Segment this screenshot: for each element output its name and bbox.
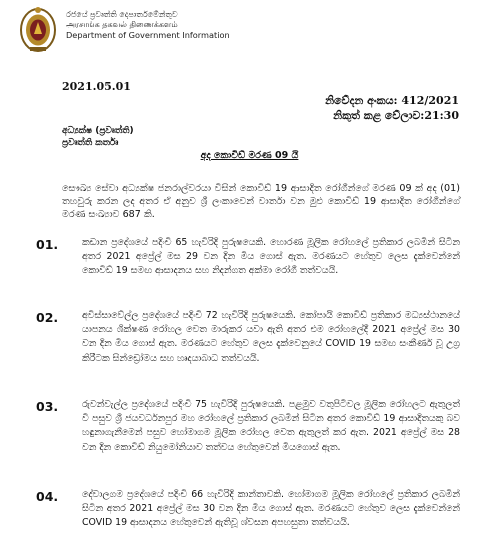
release-date: 2021.05.01 bbox=[62, 80, 131, 93]
dept-name-english: Department of Government Information bbox=[66, 30, 230, 40]
addressee bbox=[62, 125, 134, 149]
case-description: කඩාන ප්‍රදේශයේ පදිංචි 65 හැවිරිදි පුරුෂයෙකි. හොරණ මූලික රෝහලේ ප්‍රතිකාර ලබමින් සිටින අතර 2021 අප්‍රේල් මස 29 වන දින මිය ගොස් ඇත. මරණයට හේතුව ලෙස දැක්වෙන්නේ කොවිඩ් 19 සමඟ ආසාදනය සහ නිදන්ගත අක්මා රෝගී තත්වයයි. bbox=[82, 237, 460, 277]
release-meta bbox=[325, 93, 459, 123]
release-number: නිවේදන අංකය: 412/2021 bbox=[325, 94, 459, 107]
case-number: 04. bbox=[36, 489, 59, 504]
release-time: නිකුත් කළ වේලාව:21:30 bbox=[333, 109, 459, 122]
addressee-line-1: අධ්‍යක්ෂ (ප්‍රවෘත්ති) bbox=[62, 126, 134, 136]
case-number: 03. bbox=[36, 399, 59, 414]
dept-name-tamil: அரசாங்க தகவல் திணைக்களம் bbox=[66, 20, 178, 29]
letterhead bbox=[18, 4, 230, 54]
dept-name-sinhala: රජයේ ප්‍රවෘත්ති දෙපාර්තමේන්තුව bbox=[66, 10, 178, 19]
case-description: රුවන්වැල්ල ප්‍රදේශයේ පදිංචි 75 හැවිරිදි පුරුෂයෙකි. පළමුව වතුපිටිවල මූලික රෝහලට ඇතුලත් වී පසුව ශ්‍රී ජයවර්ධනපුර මහ රෝහලේ ප්‍රතිකාර ලබමින් සිටින අතර කොවිඩ් 19 ආසාදිතයකු බව හඳුනාගැනීමෙන් පසුව හෝමාගම මූලික රෝහල වෙත ඇතුලත් කර ඇත. 2021 අප්‍රේල් මස 28 වන දින කොවිඩ් නියුමෝනියාව තත්වය හේතුවෙන් මියගොස් ඇත. bbox=[82, 399, 460, 453]
case-item bbox=[36, 236, 466, 279]
case-item bbox=[36, 398, 466, 455]
document-title-text: අද කොවිඩ් මරණ 09 යි bbox=[200, 150, 299, 161]
case-number: 02. bbox=[36, 310, 59, 325]
case-item bbox=[36, 488, 466, 531]
case-description: දේවාලගම ප්‍රදේශයේ පදිංචි 66 හැවිරිදි කාන්තාවකි. හෝමාගම මූලික රෝහලේ ප්‍රතිකාර ලබමින් සිටින අතර 2021 අප්‍රේල් මස 30 වන දින මිය ගොස් ඇත. මරණයට හේතුව ලෙස දැක්වෙන්නේ COVID 19 ආසාදනය හේතුවෙන් ඇතිවූ ශ්වසන අපහසුතා තත්වයයි. bbox=[82, 489, 460, 529]
intro-paragraph: සෞඛ්‍ය සේවා අධ්‍යක්ෂ ජනරාල්වරයා විසින් කොවිඩ් 19 ආසාදිත රෝගීන්ගේ මරණ 09 ක් අද (01) තහවුරු කරන ලද අතර ඒ අනුව ශ්‍රී ලංකාවෙන් වාර්තා වන මුළු කොවිඩ් 19 ආසාදිත රෝගීන්ගේ මරණ සංඛ්‍යාව 687 කි. bbox=[62, 183, 460, 220]
sri-lanka-emblem-icon bbox=[18, 4, 58, 54]
addressee-line-2: ප්‍රවෘත්ති කර්තෘ bbox=[62, 138, 119, 148]
case-description: අවිස්සාවේල්ල ප්‍රදේශයේ පදිංචි 72 හැවිරිදි පුරුෂයෙකි. කෝපායි කොවිඩ් ප්‍රතිකාර මධ්‍යස්ථානයේ යාපනය ශික්ෂණ රෝහල වෙත මාරුකර යවා ඇති අතර එම රෝහලේදී 2021 අප්‍රේල් මස 30 වන දින මිය ගොස් ඇත. මරණයට හේතුව ලෙස දැක්වෙනුයේ COVID 19 සමඟ සංකීර්ණ වූ උග්‍ර කිරීටක සින්ඩ්‍රෝමය සහ හෘදයාබාධ තත්වයයි. bbox=[82, 310, 460, 364]
case-item bbox=[36, 309, 466, 366]
case-number: 01. bbox=[36, 237, 59, 252]
document-title bbox=[0, 150, 499, 161]
